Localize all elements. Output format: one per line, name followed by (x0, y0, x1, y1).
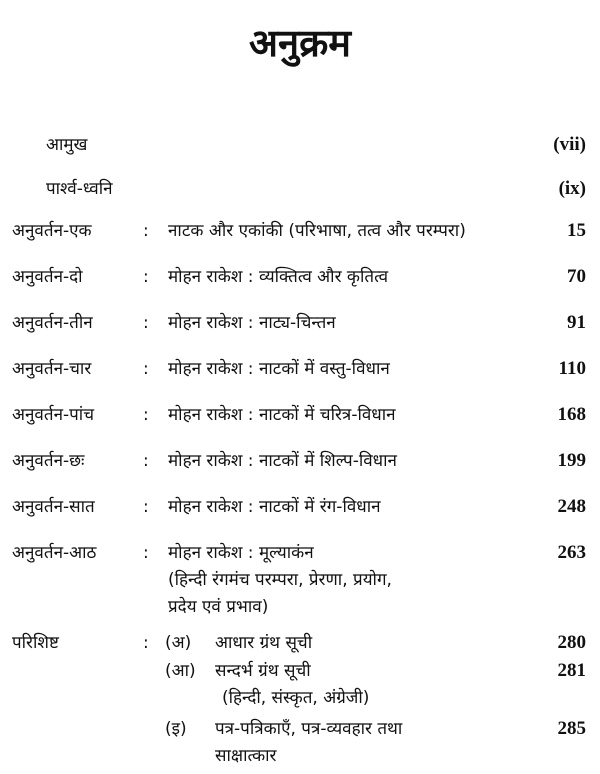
chapter-separator: : (143, 267, 149, 287)
chapter-label: अनुवर्तन-छः (12, 451, 85, 471)
appendix-item-page: 281 (557, 660, 586, 681)
front-label: पार्श्व-ध्वनि (46, 179, 113, 199)
chapter-separator: : (143, 221, 149, 241)
chapter-title: मोहन राकेश : मूल्याकंन (168, 543, 314, 563)
appendix-item-marker: (इ) (165, 719, 187, 739)
chapter-title: नाटक और एकांकी (परिभाषा, तत्व और परम्परा) (168, 221, 466, 241)
chapter-label: अनुवर्तन-तीन (12, 313, 93, 333)
chapter-entry (0, 262, 600, 292)
chapter-page: 168 (557, 404, 586, 425)
appendix-item-marker: (अ) (165, 633, 192, 653)
chapter-entry (0, 216, 600, 246)
appendix-item-title: पत्र-पत्रिकाएँ, पत्र-व्यवहार तथा (215, 719, 403, 739)
chapter-separator: : (143, 313, 149, 333)
appendix-separator: : (143, 633, 149, 653)
appendix-item-marker: (आ) (165, 661, 196, 681)
front-page: (ix) (558, 178, 586, 199)
appendix-item-page: 285 (557, 718, 586, 739)
chapter-entry (0, 308, 600, 338)
chapter-page: 263 (557, 542, 586, 563)
chapter-title: मोहन राकेश : नाटकों में रंग-विधान (168, 497, 381, 517)
front-page: (vii) (553, 134, 586, 155)
appendix-entry (0, 628, 600, 658)
page-title: अनुक्रम (248, 21, 352, 65)
chapter-title-continuation: प्रदेय एवं प्रभाव) (168, 597, 269, 617)
appendix-title-continuation: साक्षात्कार (215, 746, 277, 766)
appendix-item-page: 280 (557, 632, 586, 653)
chapter-page: 91 (567, 312, 586, 333)
chapter-page: 248 (557, 496, 586, 517)
chapter-separator: : (143, 543, 149, 563)
chapter-title: मोहन राकेश : नाटकों में वस्तु-विधान (168, 359, 390, 379)
chapter-page: 15 (567, 220, 586, 241)
chapter-label: अनुवर्तन-सात (12, 497, 95, 517)
chapter-entry (0, 492, 600, 522)
appendix-title-continuation: (हिन्दी, संस्कृत, अंग्रेजी) (222, 688, 370, 708)
appendix-label: परिशिष्ट (12, 633, 59, 653)
chapter-entry (0, 446, 600, 476)
chapter-title: मोहन राकेश : नाटकों में चरित्र-विधान (168, 405, 396, 425)
chapter-label: अनुवर्तन-एक (12, 221, 92, 241)
chapter-title-continuation: (हिन्दी रंगमंच परम्परा, प्रेरणा, प्रयोग, (168, 570, 392, 590)
front-entry (0, 130, 600, 160)
chapter-label: अनुवर्तन-आठ (12, 543, 97, 563)
chapter-entry (0, 354, 600, 384)
chapter-title: मोहन राकेश : व्यक्तित्व और कृतित्व (168, 267, 389, 287)
chapter-entry (0, 538, 600, 568)
appendix-item-title: सन्दर्भ ग्रंथ सूची (215, 661, 311, 681)
chapter-label: अनुवर्तन-दो (12, 267, 83, 287)
front-label: आमुख (46, 135, 88, 155)
chapter-separator: : (143, 359, 149, 379)
chapter-title: मोहन राकेश : नाटकों में शिल्प-विधान (168, 451, 397, 471)
chapter-entry (0, 400, 600, 430)
chapter-separator: : (143, 451, 149, 471)
chapter-title: मोहन राकेश : नाट्य-चिन्तन (168, 313, 336, 333)
appendix-item-title: आधार ग्रंथ सूची (215, 633, 313, 653)
chapter-label: अनुवर्तन-चार (12, 359, 92, 379)
chapter-separator: : (143, 405, 149, 425)
chapter-page: 199 (557, 450, 586, 471)
front-entry (0, 174, 600, 204)
chapter-page: 110 (558, 358, 586, 379)
chapter-label: अनुवर्तन-पांच (12, 405, 94, 425)
chapter-separator: : (143, 497, 149, 517)
appendix-entry (0, 714, 600, 744)
chapter-page: 70 (567, 266, 586, 287)
appendix-entry (0, 656, 600, 686)
